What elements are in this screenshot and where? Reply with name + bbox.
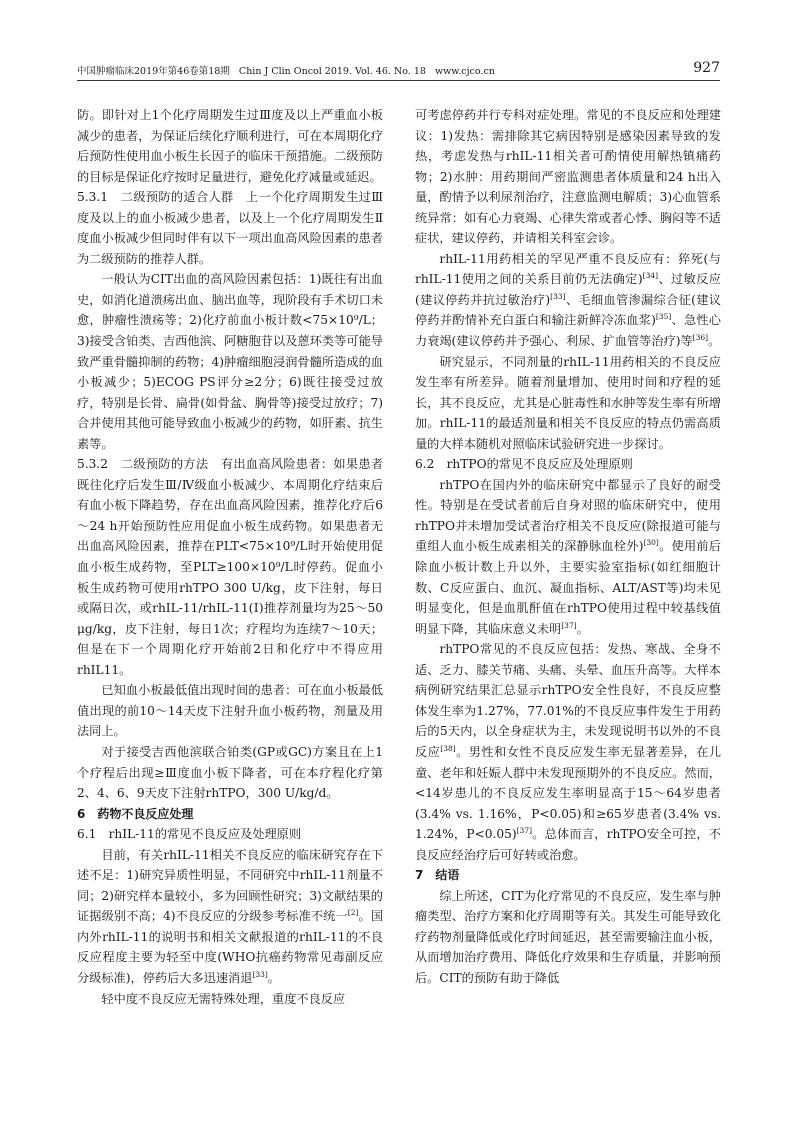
section-heading: 6 药物不良反应处理 — [77, 806, 194, 821]
paragraph: 目前，有关rhIL-11相关不良反应的临床研究存在下述不足：1)研究异质性明显，不同研究中rhIL-11剂量不同；2)研究样本量较小，多为回顾性研究；3)文献结果的证据级别不高；4)不良反应的分级参考标准不统一[2]。国内外rhIL-11的说明书和相关文献报道的rhIL-11的不良反应程度主要为轻至中度(WHO抗癌药物常见毒副反应分级标准)，停药后大多迅速消退[33]。 — [77, 847, 384, 985]
running-header — [77, 60, 720, 81]
subsection-heading: 6.1 rhIL-11的常见不良反应及处理原则 — [77, 827, 302, 842]
page-number: 927 — [693, 60, 720, 76]
paragraph: 轻中度不良反应无需特殊处理，重度不良反应 — [101, 991, 346, 1006]
paragraph: rhTPO常见的不良反应包括：发热、寒战、全身不适、乏力、膝关节痛、头痛、头晕、血压升高等。大样本病例研究结果汇总显示rhTPO安全性良好，不良反应整体发生率为1.27%，77.01%的不良反应事件发生于用药后的5天内，以全身症状为主，未发现说明书以外的不良反应[38]。男性和女性不良反应发生率无显著差异，在儿童、老年和妊娠人群中未发现预期外的不良反应。然而，<14岁患儿的不良反应发生率明显高于15～64岁患者(3.4% vs. 1.16%，P<0.05)和≥65岁患者(3.4% vs. 1.24%，P<0.05)[37]。总体而言，rhTPO安全可控，不良反应经治疗后可好转或治愈。 — [415, 642, 722, 862]
subsection-heading: 6.2 rhTPO的常见不良反应及处理原则 — [415, 457, 633, 472]
paragraph: 防。即针对上1个化疗周期发生过Ⅲ度及以上严重血小板减少的患者，为保证后续化疗顺利进行，可在本周期化疗后预防性使用血小板生长因子的临床干预措施。二级预防的目标是保证化疗按时足量进行，避免化疗减量或延迟。 — [77, 108, 383, 184]
journal-website: www.cjco.cn — [435, 66, 495, 77]
paragraph: 可考虑停药并行专科对症处理。常见的不良反应和处理建议：1)发热：需排除其它病因特别是感染因素导致的发热，考虑发热与rhIL-11相关者可酌情使用解热镇痛药物；2)水肿：用药期间严密监测患者体质量和24 h出入量，酌情予以利尿剂治疗，注意监测电解质；3)心血管系统异常：如有心力衰竭、心律失常或者心悸、胸闷等不适症状，建议停药，并请相关科室会诊。 — [415, 108, 721, 246]
subsection-heading: 5.3.2 二级预防的方法 — [77, 457, 209, 472]
paragraph: 5.3.2 二级预防的方法 有出血高风险患者：如果患者既往化疗后发生Ⅲ/Ⅳ级血小板减少、本周期化疗结束后有血小板下降趋势，存在出血高风险因素，推荐化疗后6～24 h开始预防性应用促血小板生成药物。如果患者无出血高风险因素，推荐在PLT<75×10⁹/L时开始使用促血小板生成药物，至PLT≥100×10⁹/L时停药。促血小板生成药物可使用rhTPO 300 U/kg，皮下注射，每日或隔日次，或rhIL-11/rhIL-11(Ⅰ)推荐剂量均为25～50 μg/kg，皮下注射，每日1次；疗程均为连续7～10天；但是在下一个周期化疗开始前2日和化疗中不得应用rhIL11。 — [77, 457, 384, 677]
paragraph: 对于接受吉西他滨联合铂类(GP或GC)方案且在上1个疗程后出现≥Ⅲ度血小板下降者，可在本疗程化疗第2、4、6、9天皮下注射rhTPO，300 U/kg/d。 — [77, 744, 383, 801]
paragraph: 一般认为CIT出血的高风险因素包括：1)既往有出血史，如消化道溃疡出血、脑出血等，现阶段有手术切口未愈，肿瘤性溃疡等；2)化疗前血小板计数<75×10⁹/L；3)接受含铂类、吉西他滨、阿糖胞苷以及蒽环类等可能导致严重骨髓抑制的药物；4)肿瘤细胞浸润骨髓所造成的血小板减少；5)ECOG PS评分≥2分；6)既往接受过放疗，特别是长骨、扁骨(如骨盆、胸骨等)接受过放疗；7)合并使用其他可能导致血小板减少的药物，如肝素、抗生素等。 — [77, 272, 383, 451]
citation: [33] — [550, 291, 566, 301]
journal-name-cn: 中国肿瘤临床2019年第46卷第18期 — [77, 66, 230, 77]
citation: [34] — [642, 271, 659, 281]
paragraph: 研究显示，不同剂量的rhIL-11用药相关的不良反应发生率有所差异。随着剂量增加、使用时间和疗程的延长，其不良反应，尤其是心脏毒性和水肿等发生率有所增加。rhIL-11的最适剂量和相关不良反应的特点仍需高质量的大样本随机对照临床试验研究进一步探讨。 — [415, 354, 721, 451]
citation: [38] — [440, 743, 456, 753]
paragraph: 综上所述，CIT为化疗常见的不良反应，发生率与肿瘤类型、治疗方案和化疗周期等有关。其发生可能导致化疗药物剂量降低或化疗时间延迟，甚至需要输注血小板，从而增加治疗费用、降低化疗效果和生存质量，并影响预后。CIT的预防有助于降低 — [415, 888, 721, 985]
citation: [37] — [561, 620, 577, 630]
citation: [37] — [516, 826, 533, 836]
citation: [2] — [347, 908, 359, 918]
citation: [35] — [655, 312, 672, 322]
paragraph: rhTPO在国内外的临床研究中都显示了良好的耐受性。特别是在受试者前后自身对照的临床研究中，使用rhTPO并未增加受试者治疗相关不良反应(除报道可能与重组人血小板生成素相关的深静脉血栓外)[30]。使用前后除血小板计数上升以外，主要实验室指标(如红细胞计数、C反应蛋白、血沉、凝血指标、ALT/AST等)均未见明显变化，但是血肌酐值在rhTPO使用过程中较基线值明显下降，其临床意义未明[37]。 — [415, 477, 721, 636]
section-heading: 7 结语 — [415, 868, 460, 883]
running-header-left — [77, 62, 495, 82]
subsection-heading: 5.3.1 二级预防的适合人群 — [77, 190, 234, 205]
paragraph: 已知血小板最低值出现时间的患者：可在血小板最低值出现的前10～14天皮下注射升血小板药物，剂量及用法同上。 — [77, 683, 383, 739]
citation: [33] — [252, 969, 268, 979]
right-column — [415, 105, 721, 989]
paragraph: 5.3.1 二级预防的适合人群 上一个化疗周期发生过Ⅲ度及以上的血小板减少患者，以及上一个化疗周期发生Ⅱ度血小板减少但同时伴有以下一项出血高风险因素的患者为二级预防的推荐人群。 — [77, 190, 383, 266]
paragraph: rhIL-11用药相关的罕见严重不良反应有：猝死(与rhIL-11使用之间的关系目前仍无法确定)[34]、过敏反应(建议停药并抗过敏治疗)[33]、毛细血管渗漏综合征(建议停药并酌情补充白蛋白和输注新鲜冷冻血浆)[35]、急性心力衰竭(建议停药并予强心、利尿、扩血管等治疗)等[36]。 — [415, 251, 721, 349]
citation: [30] — [643, 538, 659, 548]
left-column — [77, 105, 383, 1009]
journal-name-en: Chin J Clin Oncol 2019. Vol. 46. No. 18 — [238, 66, 426, 77]
citation: [36] — [692, 333, 709, 343]
